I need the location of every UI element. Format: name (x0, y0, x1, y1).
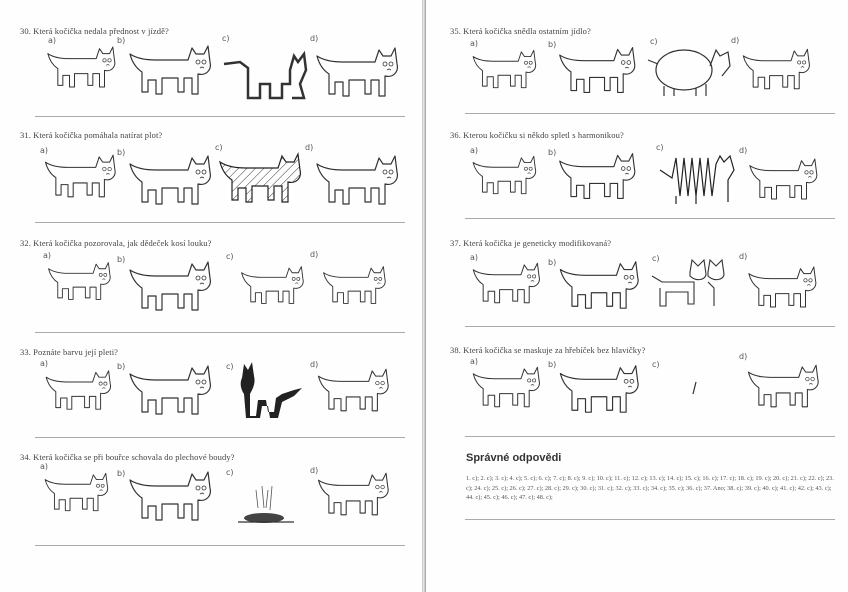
option-letter-b: b) (117, 255, 126, 264)
option-letter-c: c) (650, 37, 658, 46)
option-letter-d: d) (310, 34, 319, 43)
question-30: 30. Která kočička nedala přednost v jízdě? (20, 26, 169, 36)
cat-option-a[interactable] (42, 468, 112, 521)
option-letter-c: c) (226, 468, 234, 477)
option-letter-b: b) (117, 36, 126, 45)
option-letter-b: b) (548, 148, 557, 157)
option-letter-c: c) (226, 252, 234, 261)
question-31: 31. Která kočička pomáhala natírat plot? (20, 130, 163, 140)
option-letter-a: a) (470, 146, 479, 155)
question-38: 38. Která kočička se maskuje za hřebíček bez hlavičky? (450, 345, 646, 355)
cat-option-c[interactable] (236, 262, 310, 313)
option-letter-d: d) (739, 352, 748, 361)
cat-option-b[interactable] (125, 150, 217, 215)
option-letter-d: d) (310, 360, 319, 369)
crushed-cat-pile[interactable] (236, 482, 296, 526)
cat-option-d[interactable] (740, 44, 814, 99)
cat-option-b[interactable] (125, 466, 217, 531)
option-letter-d: d) (310, 466, 319, 475)
separator-rule (35, 437, 405, 438)
cat-option-a[interactable] (42, 366, 116, 419)
cat-option-d[interactable] (744, 154, 824, 209)
cat-option-a[interactable] (470, 44, 540, 99)
option-letter-b: b) (548, 258, 557, 267)
question-34: 34. Která kočička se při bouřce schovala do plechové boudy? (20, 452, 235, 462)
separator-rule (465, 218, 835, 219)
option-letter-c: c) (652, 254, 660, 263)
option-letter-b: b) (117, 469, 126, 478)
cat-option-a[interactable] (470, 362, 544, 417)
cat-option-d[interactable] (744, 262, 822, 317)
option-letter-c: c) (215, 143, 223, 152)
separator-rule (465, 519, 835, 520)
cat-option-c-harmonica[interactable] (656, 150, 740, 208)
cat-option-c-hatched[interactable] (215, 148, 307, 213)
option-letter-a: a) (40, 462, 49, 471)
answers-list: 1. c); 2. c); 3. c); 4. c); 5. c); 6. c); 7. c); 8. c); 9. c); 10. c); 11. c); 12. c); 13. c); 14. c); 15. c); 16. c); 17. c); 18. c); 19. c); 20. c); 21. c); 22. c); 23. c); 24. c); 25. c); 26. c); 27. c); 28. c); 29. c); 30. c); 31. c); 32. c); 33. c); 34. c); 35. c); 36. c); 37. Ano; 38. c); 39. c); 40. c); 41. c); 42. c); 43. c); 44. c); 45. c); 46. c); 47. c); 48. c); (466, 475, 834, 502)
option-letter-a: a) (40, 359, 49, 368)
cat-option-d[interactable] (318, 262, 392, 313)
cat-option-d[interactable] (312, 42, 404, 107)
option-letter-c: c) (652, 360, 660, 369)
cat-option-a[interactable] (470, 150, 540, 205)
option-letter-a: a) (470, 253, 479, 262)
cat-option-d[interactable] (312, 150, 404, 215)
option-letter-d: d) (739, 252, 748, 261)
answers-title: Správné odpovědi (466, 452, 562, 464)
question-35: 35. Která kočička snědla ostatním jídlo? (450, 26, 591, 36)
option-letter-a: a) (48, 36, 57, 45)
cat-option-d[interactable] (744, 360, 824, 417)
option-letter-b: b) (117, 362, 126, 371)
cat-option-c-two-headed[interactable] (650, 258, 736, 314)
cat-option-b[interactable] (125, 256, 217, 321)
cat-option-c-black[interactable] (236, 360, 306, 425)
separator-rule (465, 436, 835, 437)
cat-option-c-flattened[interactable] (220, 50, 308, 107)
option-letter-b: b) (117, 148, 126, 157)
option-letter-d: d) (310, 250, 319, 259)
question-33: 33. Poznáte barvu její pleti? (20, 347, 119, 357)
cat-option-d[interactable] (314, 468, 394, 525)
cat-option-a[interactable] (470, 258, 544, 313)
cat-option-c-nail[interactable] (690, 380, 700, 398)
cat-option-b[interactable] (554, 360, 646, 423)
cat-option-b[interactable] (125, 360, 217, 425)
option-letter-b: b) (548, 360, 557, 369)
option-letter-c: c) (222, 34, 230, 43)
cat-option-d[interactable] (314, 364, 394, 421)
cat-option-a[interactable] (45, 258, 115, 309)
option-letter-d: d) (305, 143, 314, 152)
cat-option-a[interactable] (42, 42, 122, 97)
cat-option-b[interactable] (552, 148, 644, 209)
question-36: 36. Kterou kočičku si někdo spletl s harmonikou? (450, 130, 624, 140)
option-letter-a: a) (470, 357, 479, 366)
option-letter-c: c) (656, 143, 664, 152)
separator-rule (35, 222, 405, 223)
cat-option-b[interactable] (552, 42, 644, 103)
option-letter-a: a) (43, 251, 52, 260)
option-letter-c: c) (226, 362, 234, 371)
separator-rule (35, 332, 405, 333)
option-letter-a: a) (470, 39, 479, 48)
cat-option-b[interactable] (125, 40, 217, 105)
option-letter-d: d) (731, 36, 740, 45)
separator-rule (465, 326, 835, 327)
separator-rule (465, 113, 835, 114)
cat-option-c-fat[interactable] (644, 42, 740, 100)
question-37: 37. Která kočička je geneticky modifikovaná? (450, 238, 612, 248)
separator-rule (35, 545, 405, 546)
question-32: 32. Která kočička pozorovala, jak dědeček kosí louku? (20, 238, 212, 248)
separator-rule (35, 116, 405, 117)
option-letter-b: b) (548, 40, 557, 49)
cat-option-a[interactable] (40, 150, 122, 207)
cat-option-b[interactable] (554, 256, 646, 319)
option-letter-d: d) (739, 146, 748, 155)
book-gutter (422, 0, 426, 592)
option-letter-a: a) (40, 146, 49, 155)
